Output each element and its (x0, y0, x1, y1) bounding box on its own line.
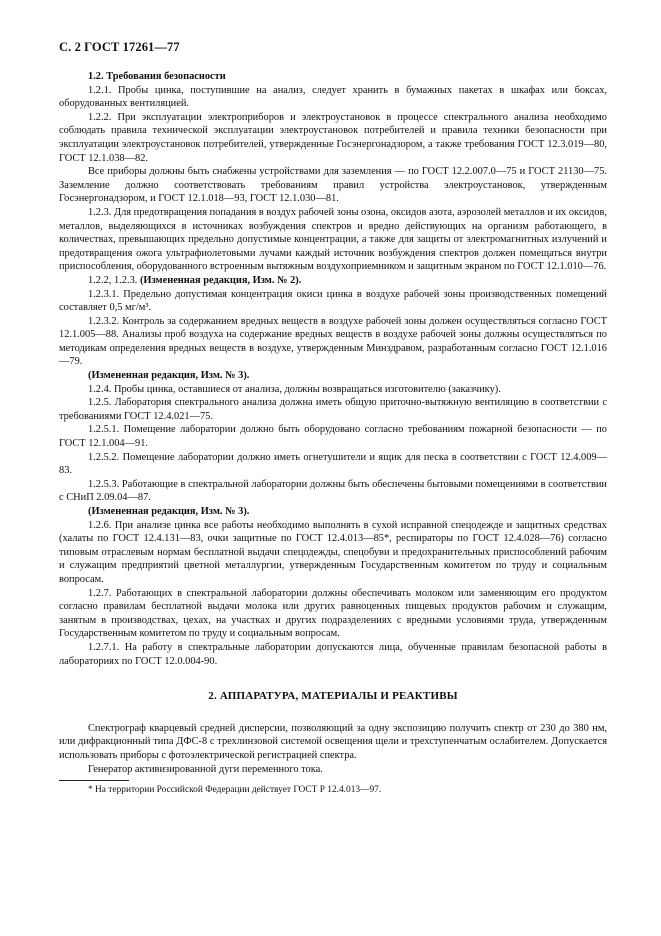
paragraph: 1.2.7.1. На работу в спектральные лаборатории допускаются лица, обученные правилам безопасной работы в лабораториях по ГОСТ 12.0.004-90. (59, 641, 607, 667)
page-header: С. 2 ГОСТ 17261—77 (59, 40, 180, 54)
paragraph: Генератор активизированной дуги переменного тока. (88, 763, 323, 775)
paragraph: 1.2.2. При эксплуатации электроприборов и электроустановок в процессе спектрального анализа необходимо соблюдать правила технической эксплуатации электроустановок потребителей и правила техники безопасности при эксплуатации электроустановок потребителей, утвержденные Госэнергонадзором, а также требования ГОСТ 12.3.019—80, ГОСТ 12.1.038—82. (59, 111, 607, 164)
paragraph: 1.2.5.1. Помещение лаборатории должно быть оборудовано согласно требованиям пожарной безопасности — по ГОСТ 12.1.004—91. (59, 424, 607, 450)
amendment-note: (Измененная редакция, Изм. № 3). (88, 506, 250, 517)
paragraph: 1.2.1. Пробы цинка, поступившие на анализ, следует хранить в бумажных пакетах в шкафах или боксах, оборудованных вентиляцией. (59, 84, 607, 110)
spacer (59, 704, 607, 722)
paragraph: 1.2.5.3. Работающие в спектральной лаборатории должны быть обеспечены бытовыми помещениями в соответствии с СНиП 2.09.04—87. (59, 478, 607, 504)
amendment-line (59, 274, 607, 288)
footnote: * На территории Российской Федерации действует ГОСТ Р 12.4.013—97. (88, 785, 382, 796)
spacer (59, 668, 607, 690)
paragraph: 1.2.3.1. Предельно допустимая концентрация окиси цинка в воздухе рабочей зоны производственных помещений составляет 0,5 мг/м³. (59, 288, 607, 314)
paragraph: 1.2.7. Работающих в спектральной лаборатории должны обеспечивать молоком или заменяющим его продуктом согласно правилам бесплатной выдачи молока или других равноценных пищевых продуктов рабочим и служащим, занятым в производствах, цехах, на участках и других подразделениях с вредными условиями труда, утвержденным Государственным комитетом по труду и социальным вопросам. (59, 587, 607, 640)
paragraph: 1.2.5. Лаборатория спектрального анализа должна иметь общую приточно-вытяжную вентиляцию в соответствии с требованиями ГОСТ 12.4.021—75. (59, 397, 607, 422)
amendment-note: (Измененная редакция, Изм. № 2). (139, 274, 302, 286)
paragraph: 1.2.5.2. Помещение лаборатории должно иметь огнетушители и ящик для песка в соответствии с ГОСТ 12.4.009—83. (59, 451, 607, 477)
footnote-divider (59, 780, 129, 781)
paragraph: 1.2.4. Пробы цинка, оставшиеся от анализа, должны возвращаться изготовителю (заказчику). (88, 383, 501, 395)
subsection-title: 1.2. Требования безопасности (88, 71, 226, 82)
paragraph: 1.2.6. При анализе цинка все работы необходимо выполнять в сухой исправной спецодежде и защитных средствах (халаты по ГОСТ 12.4.131—83, очки защитные по ГОСТ 12.4.013—85*, респираторы по ГОСТ 12.4.028—76) согласно типовым отраслевым нормам бесплатной выдачи спецодежды, спецобуви и предохранительных приспособлений рабочим и служащим предприятий цветной металлургии, утвержденным Государственным комитетом по труду и социальным вопросам. (59, 519, 607, 585)
section-heading: 2. АППАРАТУРА, МАТЕРИАЛЫ И РЕАКТИВЫ (208, 690, 458, 703)
amendment-ref: 1.2.2, 1.2.3. (88, 274, 140, 286)
paragraph: 1.2.3.2. Контроль за содержанием вредных веществ в воздухе рабочей зоны должен осуществляться согласно ГОСТ 12.1.005—88. Анализы проб воздуха на содержание вредных веществ в воздухе рабочей зоны должны осуществляться по методикам определения вредных веществ в воздухе, утвержденным Минздравом, разработанным согласно ГОСТ 12.1.016—79. (59, 315, 607, 368)
paragraph: Спектрограф кварцевый средней дисперсии, позволяющий за одну экспозицию получить спектр от 230 до 380 нм, или дифракционный типа ДФС-8 с трехлинзовой системой освещения щели и трехступенчатым ослабителем. Допускается использовать приборы с фотоэлектрической регистрацией спектра. (59, 722, 607, 761)
paragraph: Все приборы должны быть снабжены устройствами для заземления — по ГОСТ 12.2.007.0—75 и ГОСТ 21130—75. Заземление должно соответствовать требованиям правил устройства электроустановок, утвержденным Госэнергонадзором, и ГОСТ 12.1.018—93, ГОСТ 12.1.030—81. (59, 166, 607, 205)
amendment-note: (Измененная редакция, Изм. № 3). (88, 370, 250, 382)
document-body (59, 70, 607, 796)
paragraph: 1.2.3. Для предотвращения попадания в воздух рабочей зоны озона, оксидов азота, аэрозолей металлов и их оксидов, металлов, выделяющихся в источниках возбуждения спектров и вредно действующих на организм работающего, в количествах, превышающих предельно допустимые концентрации, а также для защиты от электромагнитных излучений и предотвращения ожога ультрафиолетовыми лучами каждый источник возбуждения спектров должен помещаться внутри приспособления, оборудованного встроенным вытяжным воздухоприемником и защитным экраном по ГОСТ 12.1.010—76. (59, 206, 607, 273)
